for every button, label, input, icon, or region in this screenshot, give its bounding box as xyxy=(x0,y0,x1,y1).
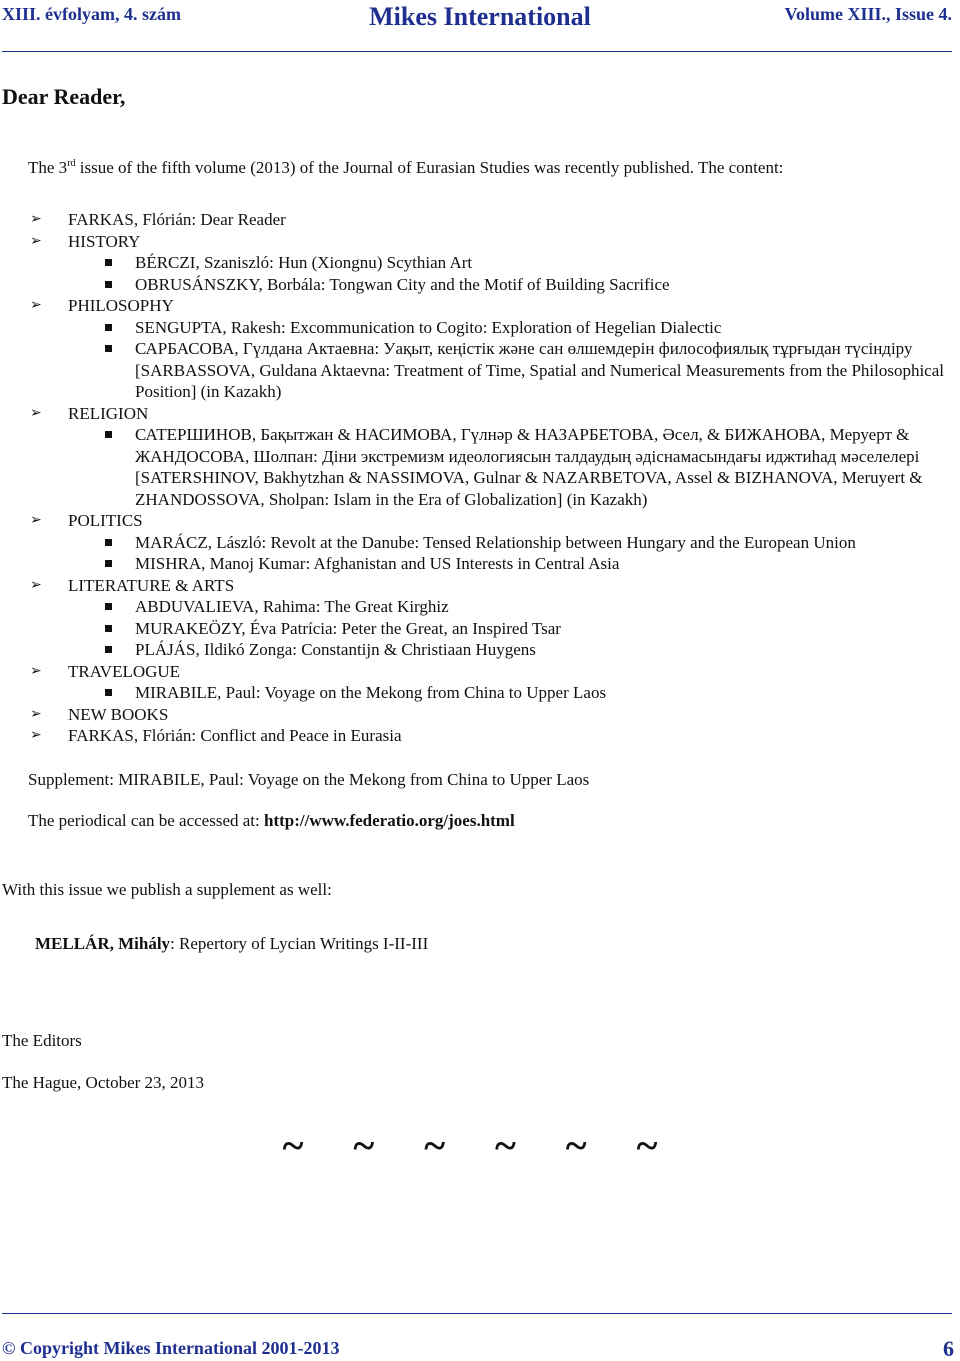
toc-article: PLÁJÁS, Ildikó Zonga: Constantijn & Christiaan Huygens xyxy=(30,639,955,661)
separator-tildes: ~ ~ ~ ~ ~ ~ xyxy=(282,1123,678,1168)
toc-article: MIRABILE, Paul: Voyage on the Mekong from China to Upper Laos xyxy=(30,682,955,704)
toc-section: ➢ FARKAS, Flórián: Conflict and Peace in Eurasia xyxy=(30,725,955,747)
toc-article: OBRUSÁNSZKY, Borbála: Tongwan City and the Motif of Building Sacrifice xyxy=(30,274,955,296)
toc-article: САТЕРШИНОВ, Бақытжан & НАСИМОВА, Гүлнәр & НАЗАРБЕТОВА, Әсел, & БИЖАНОВА, Меруерт & ЖАНДОСОВА, Шолпан: Діни экстремизм идеологиясын талдаудың әдіснамасындағы иджтиһад мәселелері [SATERSHINOV, Bakhytzhan & NASSIMOVA, Gulnar & NAZARBETOVA, Assel & BIZHANOVA, Meruyert & ZHANDOSSOVA, Sholpan: Islam in the Era of Globalization] (in Kazakh) xyxy=(30,424,955,510)
supplement-line: Supplement: MIRABILE, Paul: Voyage on the Mekong from China to Upper Laos xyxy=(28,770,590,789)
toc-article: ABDUVALIEVA, Rahima: The Great Kirghiz xyxy=(30,596,955,618)
intro-sup: rd xyxy=(67,158,76,169)
header-journal-title: Mikes International xyxy=(369,2,591,31)
intro-before: The 3 xyxy=(28,158,68,177)
toc-article: BÉRCZI, Szaniszló: Hun (Xiongnu) Scythian Art xyxy=(30,252,955,274)
toc-article: MURAKEÖZY, Éva Patrícia: Peter the Great, an Inspired Tsar xyxy=(30,618,955,640)
header-volume-en: Volume XIII., Issue 4. xyxy=(784,4,952,24)
toc-article: MARÁCZ, László: Revolt at the Danube: Tensed Relationship between Hungary and the European Union xyxy=(30,532,955,554)
supplement-book-title: : Repertory of Lycian Writings I-II-III xyxy=(170,934,429,953)
toc-section: ➢ RELIGION xyxy=(30,403,955,425)
toc-section: ➢ LITERATURE & ARTS xyxy=(30,575,955,597)
footer-rule xyxy=(2,1313,952,1314)
footer-copyright: © Copyright Mikes International 2001-2013 xyxy=(2,1338,340,1358)
header-rule xyxy=(2,51,952,52)
toc-section: ➢ POLITICS xyxy=(30,510,955,532)
greeting: Dear Reader, xyxy=(2,84,126,109)
intro-paragraph xyxy=(28,157,783,178)
access-line xyxy=(28,810,515,831)
footer-page-number: 6 xyxy=(943,1336,954,1361)
supplement-book xyxy=(35,933,428,954)
header-volume-hu: XIII. évfolyam, 4. szám xyxy=(2,4,181,24)
contents-list xyxy=(30,209,955,747)
toc-section: ➢ NEW BOOKS xyxy=(30,704,955,726)
supplement-book-author: MELLÁR, Mihály xyxy=(35,934,171,953)
toc-section: ➢ TRAVELOGUE xyxy=(30,661,955,683)
issue-note: With this issue we publish a supplement as well: xyxy=(2,880,332,899)
place-date: The Hague, October 23, 2013 xyxy=(2,1073,205,1092)
toc-article: MISHRA, Manoj Kumar: Afghanistan and US Interests in Central Asia xyxy=(30,553,955,575)
toc-article: SENGUPTA, Rakesh: Excommunication to Cogito: Exploration of Hegelian Dialectic xyxy=(30,317,955,339)
toc-section: ➢ HISTORY xyxy=(30,231,955,253)
toc-section: ➢ PHILOSOPHY xyxy=(30,295,955,317)
access-text: The periodical can be accessed at: xyxy=(28,811,264,830)
page-header xyxy=(0,0,960,40)
toc-section: ➢ FARKAS, Flórián: Dear Reader xyxy=(30,209,955,231)
toc-article: САРБАСОВА, Гүлдана Актаевна: Уақыт, кеңістік және сан өлшемдерін философиялық тұрғыдан түсіндіру [SARBASSOVA, Guldana Aktaevna: Treatment of Time, Spatial and Numerical Measurements from the Philosophical Position] (in Kazakh) xyxy=(30,338,955,403)
access-url-link[interactable]: http://www.federatio.org/joes.html xyxy=(263,811,515,830)
signoff: The Editors xyxy=(2,1031,82,1050)
intro-after: issue of the fifth volume (2013) of the Journal of Eurasian Studies was recently published. The content: xyxy=(75,158,784,177)
